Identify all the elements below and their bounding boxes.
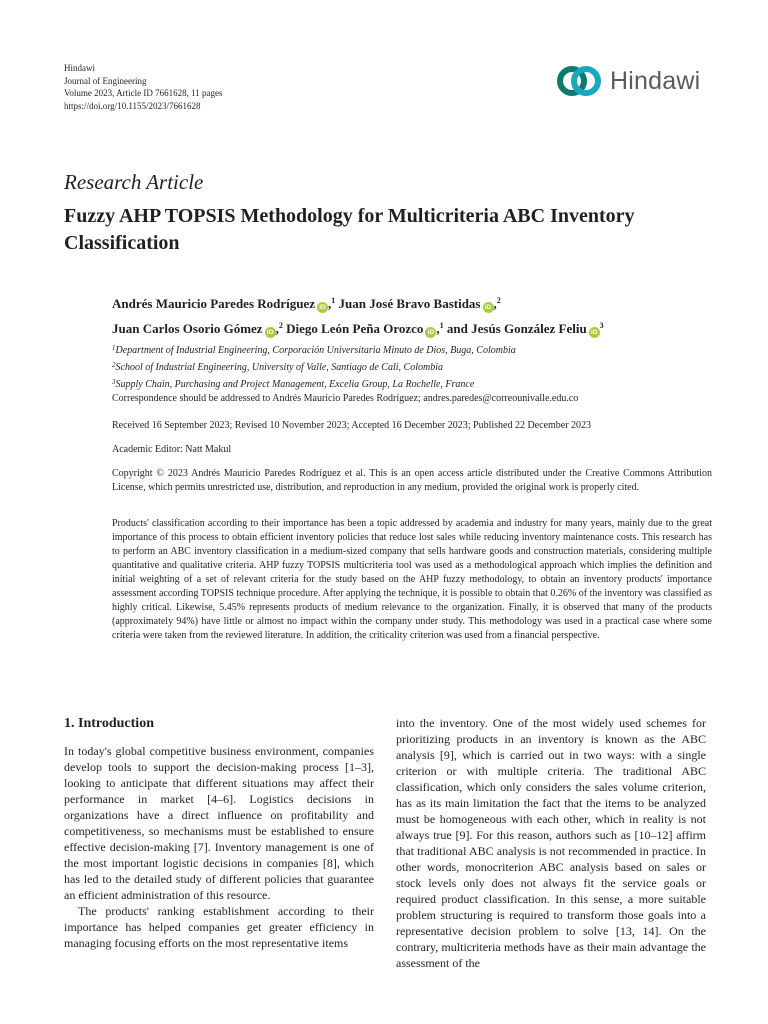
author-affiliation-number: 1	[331, 296, 336, 305]
orcid-icon[interactable]: iD	[265, 327, 276, 338]
author-affiliation-number: 3	[599, 321, 604, 330]
doi-link[interactable]: https://doi.org/10.1155/2023/7661628	[64, 100, 201, 111]
article-title: Fuzzy AHP TOPSIS Methodology for Multicriteria ABC Inventory Classification	[64, 205, 635, 254]
orcid-icon[interactable]: iD	[589, 327, 600, 338]
body-column-right	[396, 715, 706, 971]
affiliation-list	[112, 341, 712, 392]
affiliation-text: Department of Industrial Engineering, Corporación Universitaria Minuto de Dios, Buga, Colombia	[115, 345, 516, 356]
author-affiliation-number: 2	[278, 321, 283, 330]
academic-editor: Academic Editor: Natt Makul	[112, 444, 232, 455]
affiliation-number: 3	[112, 378, 116, 386]
body-column-left	[64, 743, 374, 951]
orcid-icon[interactable]: iD	[425, 327, 436, 338]
logo-text: Hindawi	[610, 66, 701, 95]
affiliation-number: 2	[112, 361, 116, 369]
author-affiliation-number: 2	[496, 296, 501, 305]
author-name: Juan Carlos Osorio Gómez	[112, 321, 263, 336]
affiliation-item	[112, 341, 712, 358]
author-name: Andrés Mauricio Paredes Rodríguez	[112, 296, 316, 311]
copyright-notice: Copyright © 2023 Andrés Mauricio Paredes Rodríguez et al. This is an open access article distributed under the Creative Commons Attribution License, which permits unrestricted use, distribution, and reproduction in any medium, provided the original work is properly cited.	[112, 468, 712, 493]
body-paragraph: The products' ranking establishment according to their importance has helped companies get greater efficiency in managing focusing efforts on the most representative items	[64, 904, 374, 950]
author-line-1: Andrés Mauricio Paredes Rodríguez iD ,$^1$ Juan José Bravo Bastidas iD ,$^2$	[112, 296, 501, 311]
affiliation-item	[112, 375, 712, 392]
journal-meta	[64, 62, 222, 112]
and-word: and	[446, 321, 468, 336]
volume-info: Volume 2023, Article ID 7661628, 11 pages	[64, 88, 223, 98]
author-name: Juan José Bravo Bastidas	[338, 296, 481, 311]
author-name: Jesús González Feliu	[471, 321, 587, 336]
author-list	[112, 290, 712, 340]
article-type: Research Article	[64, 170, 204, 194]
abstract: Products' classification according to their importance has been a topic addressed by academia and industry for many years, mainly due to the great importance of this process to obtain efficient inventory policies that reduce lost sales while reducing inventory maintenance costs. This research has to perform an ABC inventory classification in a medium-sized company that sells hardware goods and construction materials, considering multiple quantitative and qualitative criteria. AHP fuzzy TOPSIS multicriteria tool was used as a methodological approach which implies the definition and initial weighting of a set of relevant criteria for the study based on the AHP fuzzy methodology, to obtain an inventory products' importance assessment according TOPSIS technique procedure. After applying the technique, it is possible to obtain that 0.26% of the inventory was classified as highly critical. Likewise, 5.45% represents products of medium relevance to the organization. Finally, it is observed that many of the products (approximately 94%) have little or almost no impact within the company under study. This methodology was used in a practical case where some criteria were taken from the reviewed literature. In addition, the criticality criterion was used from a financial perspective.	[112, 518, 712, 641]
affiliation-text: Supply Chain, Purchasing and Project Management, Excelia Group, La Rochelle, France	[115, 379, 475, 390]
orcid-icon[interactable]: iD	[483, 302, 494, 313]
orcid-icon[interactable]: iD	[317, 302, 328, 313]
author-line-2: Juan Carlos Osorio Gómez iD ,$^2$ Diego León Peña Orozco iD ,$^1$ and Jesús González Feliu iD$^3$	[112, 321, 604, 336]
section-heading: 1. Introduction	[64, 716, 154, 731]
publication-dates: Received 16 September 2023; Revised 10 November 2023; Accepted 16 December 2023; Published 22 December 2023	[112, 420, 592, 431]
hindawi-rings-icon	[556, 64, 602, 98]
author-affiliation-number: 1	[439, 321, 444, 330]
publisher-name: Hindawi	[64, 63, 95, 73]
journal-name: Journal of Engineering	[64, 75, 147, 86]
affiliation-number: 1	[112, 344, 116, 352]
author-name: Diego León Peña Orozco	[286, 321, 424, 336]
correspondence: Correspondence should be addressed to Andrés Mauricio Paredes Rodríguez; andres.paredes@correounivalle.edu.co	[112, 393, 579, 404]
body-paragraph: In today's global competitive business environment, companies develop tools to support the decision-making process [1–3], looking to anticipate that different situations may affect their performance in market [4–6]. Logistics decisions in organizations have a direct influence on profitability and competitiveness, so mechanisms must be established to ensure effective decision-making [7]. Inventory management is one of the most important logistic decisions in companies [8], which has led to the detailed study of different policies that guarantee an efficient administration of this resource.	[64, 744, 374, 902]
hindawi-logo	[556, 62, 716, 100]
affiliation-item	[112, 358, 712, 375]
body-paragraph: into the inventory. One of the most widely used schemes for prioritizing products in an inventory is known as the ABC analysis [9], which is carried out in two ways: with a single criterion or with multiple criteria. The traditional ABC classification, which only considers the sales volume criterion, has as its main limitation the fact that the items to be analyzed must be homogeneous with each other, which in reality is not always true [9]. For this reason, authors such as [10–12] affirm that traditional ABC analysis is not recommended in practice. In other words, monocriterion ABC analysis based on sales or stock levels only does not always fit the service goals or required product classification. In this sense, a more suitable problem structuring is required to transform those goals into a representative decision problem to solve [13, 14]. On the contrary, multicriteria methods have as their main advantage the assessment of the	[396, 716, 706, 970]
affiliation-text: School of Industrial Engineering, University of Valle, Santiago de Cali, Colombia	[115, 362, 443, 373]
